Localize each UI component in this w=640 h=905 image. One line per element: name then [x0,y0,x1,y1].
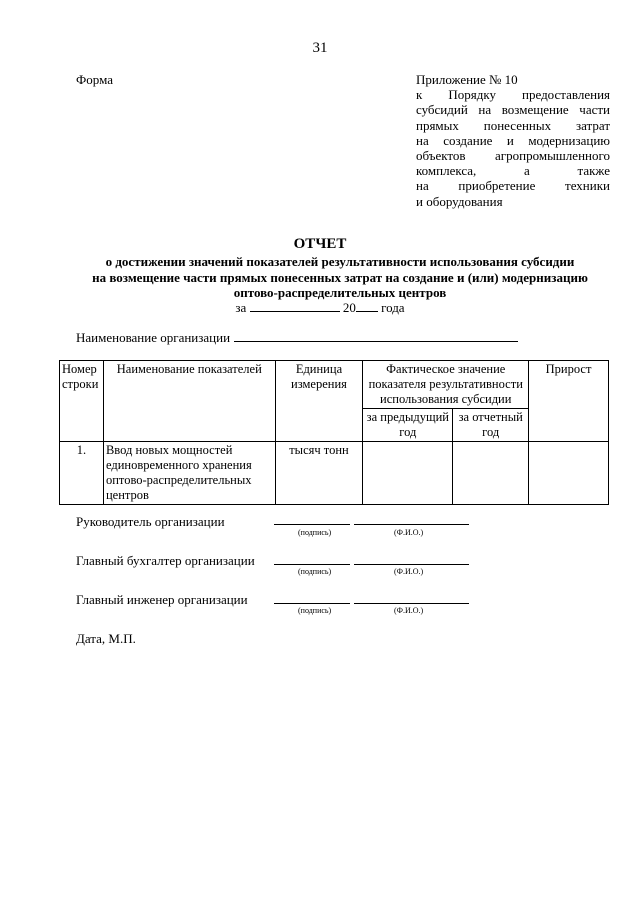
organization-field[interactable] [234,330,518,342]
subtitle-line: на возмещение части прямых понесенных затрат на создание и (или) модернизацию [92,269,588,285]
indicators-table [59,360,609,505]
appendix-line: к Порядку предоставления [416,87,610,103]
signature-hint: (подпись) [298,567,332,576]
cell-current-value[interactable] [453,442,529,505]
signature-label-engineer: Главный инженер организации [76,592,248,607]
date-label: Дата, М.П. [76,631,136,646]
appendix-line: объектов агропромышленного [416,148,610,164]
appendix-line: на создание и модернизацию [416,132,610,148]
signature-hint: (подпись) [298,606,332,615]
table-header-row [60,361,609,409]
cell-growth[interactable] [529,442,609,505]
year-field[interactable] [356,300,378,312]
cell-previous-value[interactable] [363,442,453,505]
cell-indicator: Ввод новых мощностей единовременного хранения оптово-распределительных центров [103,442,275,505]
name-line-accountant[interactable] [354,564,469,565]
header-growth: Прирост [529,361,609,442]
header-unit: Единица измерения [275,361,363,442]
header-actual-value: Фактическое значение показателя результативности использования субсидии [363,361,529,409]
name-line-director[interactable] [354,524,469,525]
subtitle-line: оптово-распределительных центров [233,285,447,300]
cell-row-number: 1. [60,442,104,505]
appendix-line: на приобретение техники [416,178,610,194]
signature-line-director[interactable] [274,524,350,525]
year-prefix: 20 [342,300,356,315]
year-suffix: года [381,300,405,315]
name-hint: (Ф.И.О.) [394,528,424,537]
header-reporting-year: за отчетный год [453,409,529,442]
signature-label-accountant: Главный бухгалтер организации [76,553,255,568]
report-title: ОТЧЕТ [293,236,347,252]
name-hint: (Ф.И.О.) [394,567,424,576]
header-row-number: Номер строки [60,361,104,442]
organization-row [76,330,518,346]
signature-label-director: Руководитель организации [76,514,225,529]
table-row [60,442,609,505]
appendix-line: субсидий на возмещение части [416,102,610,118]
cell-unit: тысяч тонн [275,442,363,505]
header-indicator-name: Наименование показателей [103,361,275,442]
period-prefix: за [235,300,247,315]
signature-line-accountant[interactable] [274,564,350,565]
report-subtitle [60,254,620,301]
period-field[interactable] [250,300,340,312]
organization-label: Наименование организации [76,330,231,345]
signature-line-engineer[interactable] [274,603,350,604]
report-period [0,300,640,316]
appendix-line: и оборудования [416,193,503,209]
name-line-engineer[interactable] [354,603,469,604]
appendix-line: прямых понесенных затрат [416,117,610,133]
page-number: 31 [312,40,328,56]
form-label: Форма [76,72,113,87]
header-previous-year: за предыдущий год [363,409,453,442]
appendix-line: Приложение № 10 [416,72,518,87]
name-hint: (Ф.И.О.) [394,606,424,615]
appendix-reference [416,72,610,209]
subtitle-line: о достижении значений показателей результативности использования субсидии [105,254,575,269]
appendix-line: комплекса, а также [416,163,610,179]
signature-hint: (подпись) [298,528,332,537]
